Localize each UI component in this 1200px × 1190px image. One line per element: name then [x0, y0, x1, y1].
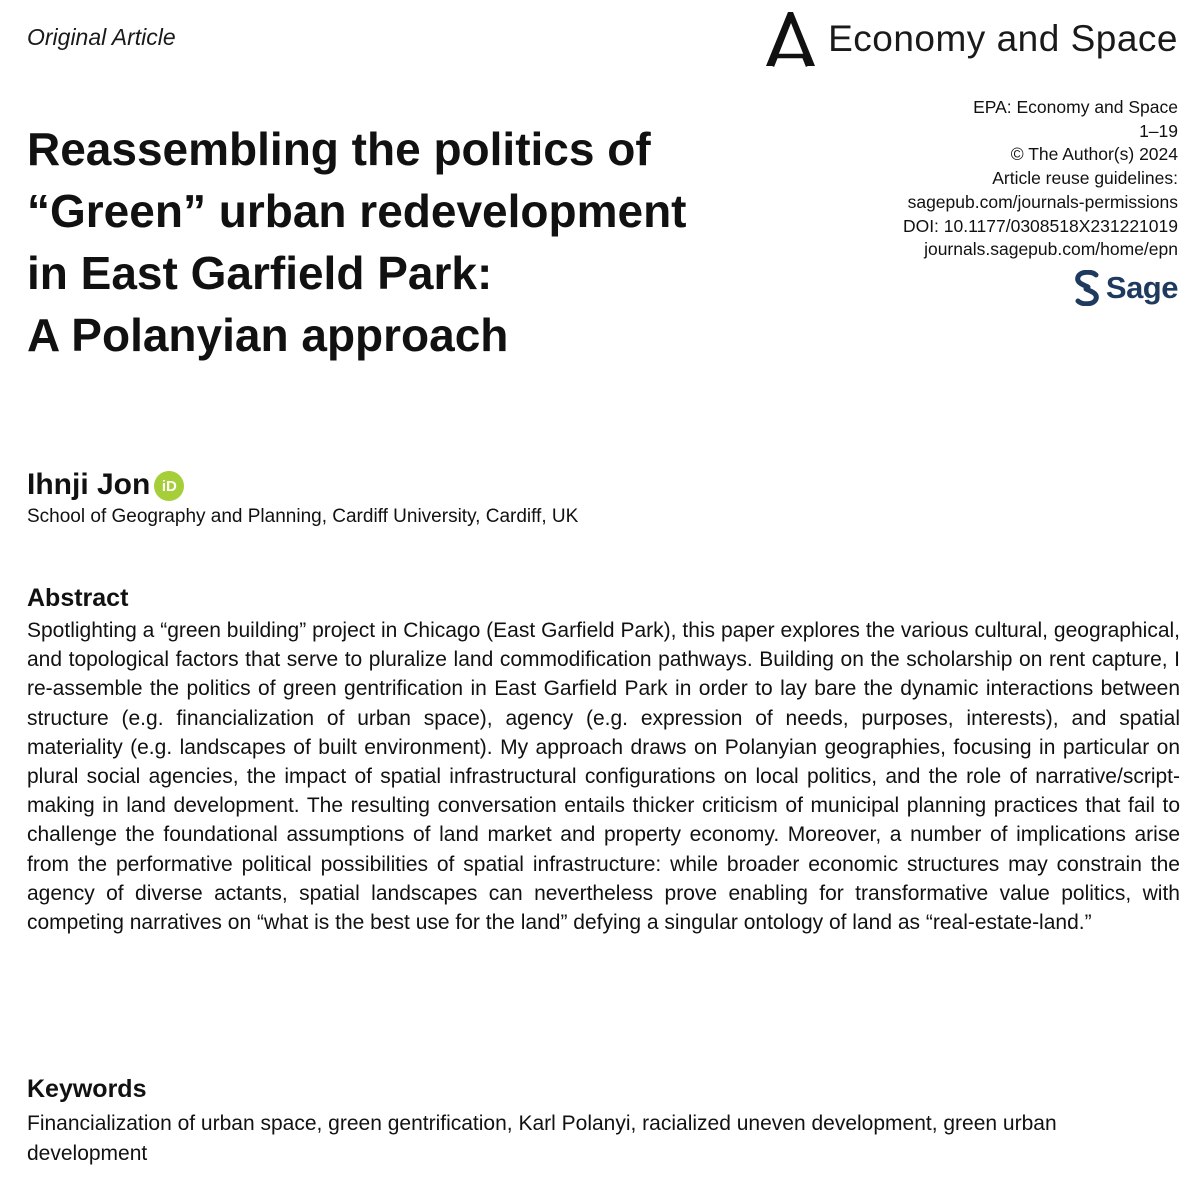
pub-info-journal: EPA: Economy and Space: [973, 97, 1178, 117]
title-line: “Green” urban redevelopment: [27, 185, 687, 237]
title-line: A Polanyian approach: [27, 309, 509, 361]
author-block: [27, 468, 184, 502]
letter-a-logo-icon: [764, 10, 816, 68]
journal-name: Economy and Space: [828, 18, 1178, 59]
article-type-label: Original Article: [27, 24, 176, 50]
article-title: [27, 118, 847, 366]
pub-info-pages: 1–19: [1139, 120, 1178, 141]
abstract-heading: Abstract: [27, 584, 129, 612]
publisher-logo-text: Sage: [1105, 270, 1178, 305]
pub-info-journal-link[interactable]: journals.sagepub.com/home/epn: [924, 239, 1178, 260]
pub-info-copyright: © The Author(s) 2024: [1010, 144, 1178, 165]
pub-info-reuse-label: Article reuse guidelines:: [992, 168, 1178, 189]
author-affiliation: School of Geography and Planning, Cardiff University, Cardiff, UK: [27, 506, 579, 527]
title-line: Reassembling the politics of: [27, 123, 651, 175]
pub-info-permissions-link[interactable]: sagepub.com/journals-permissions: [907, 191, 1178, 212]
abstract-text: Spotlighting a “green building” project in Chicago (East Garfield Park), this paper explores the various cultural, geographical, and topological factors that serve to pluralize land commodification pathways. Building on the scholarship on rent capture, I re-assemble the politics of green gentrification in East Garfield Park in order to lay bare the dynamic interactions between structure (e.g. financialization of urban space), agency (e.g. expression of needs, purposes, interests), and spatial materiality (e.g. landscapes of built environment). My approach draws on Polanyian geographies, focusing in particular on plural social agencies, the impact of spatial infrastructural configurations on local politics, and the role of narrative/script-making in land development. The resulting conversation entails thicker criticism of municipal planning practices that fail to challenge the foundational assumptions of land market and property economy. Moreover, a number of implications arise from the performative political possibilities of spatial infrastructure: while broader economic structures may constrain the agency of diverse actants, spatial landscapes can nevertheless prove enabling for transformative value politics, with competing narratives on “what is the best use for the land” defying a singular ontology of land as “real-estate-land.”: [27, 619, 1180, 935]
keywords-heading: Keywords: [27, 1075, 147, 1103]
publisher-logo: [1074, 270, 1178, 306]
keywords-text: Financialization of urban space, green gentrification, Karl Polanyi, racialized uneven development, green urban development: [27, 1112, 1057, 1165]
journal-brand: [764, 10, 1178, 68]
orcid-icon[interactable]: iD: [154, 471, 184, 501]
pub-info-doi[interactable]: DOI: 10.1177/0308518X231221019: [902, 215, 1178, 236]
sage-s-logo-icon: [1074, 270, 1100, 306]
author-name[interactable]: Ihnji Jon: [27, 468, 151, 501]
publication-info: [903, 96, 1178, 262]
title-line: in East Garfield Park:: [27, 247, 493, 299]
